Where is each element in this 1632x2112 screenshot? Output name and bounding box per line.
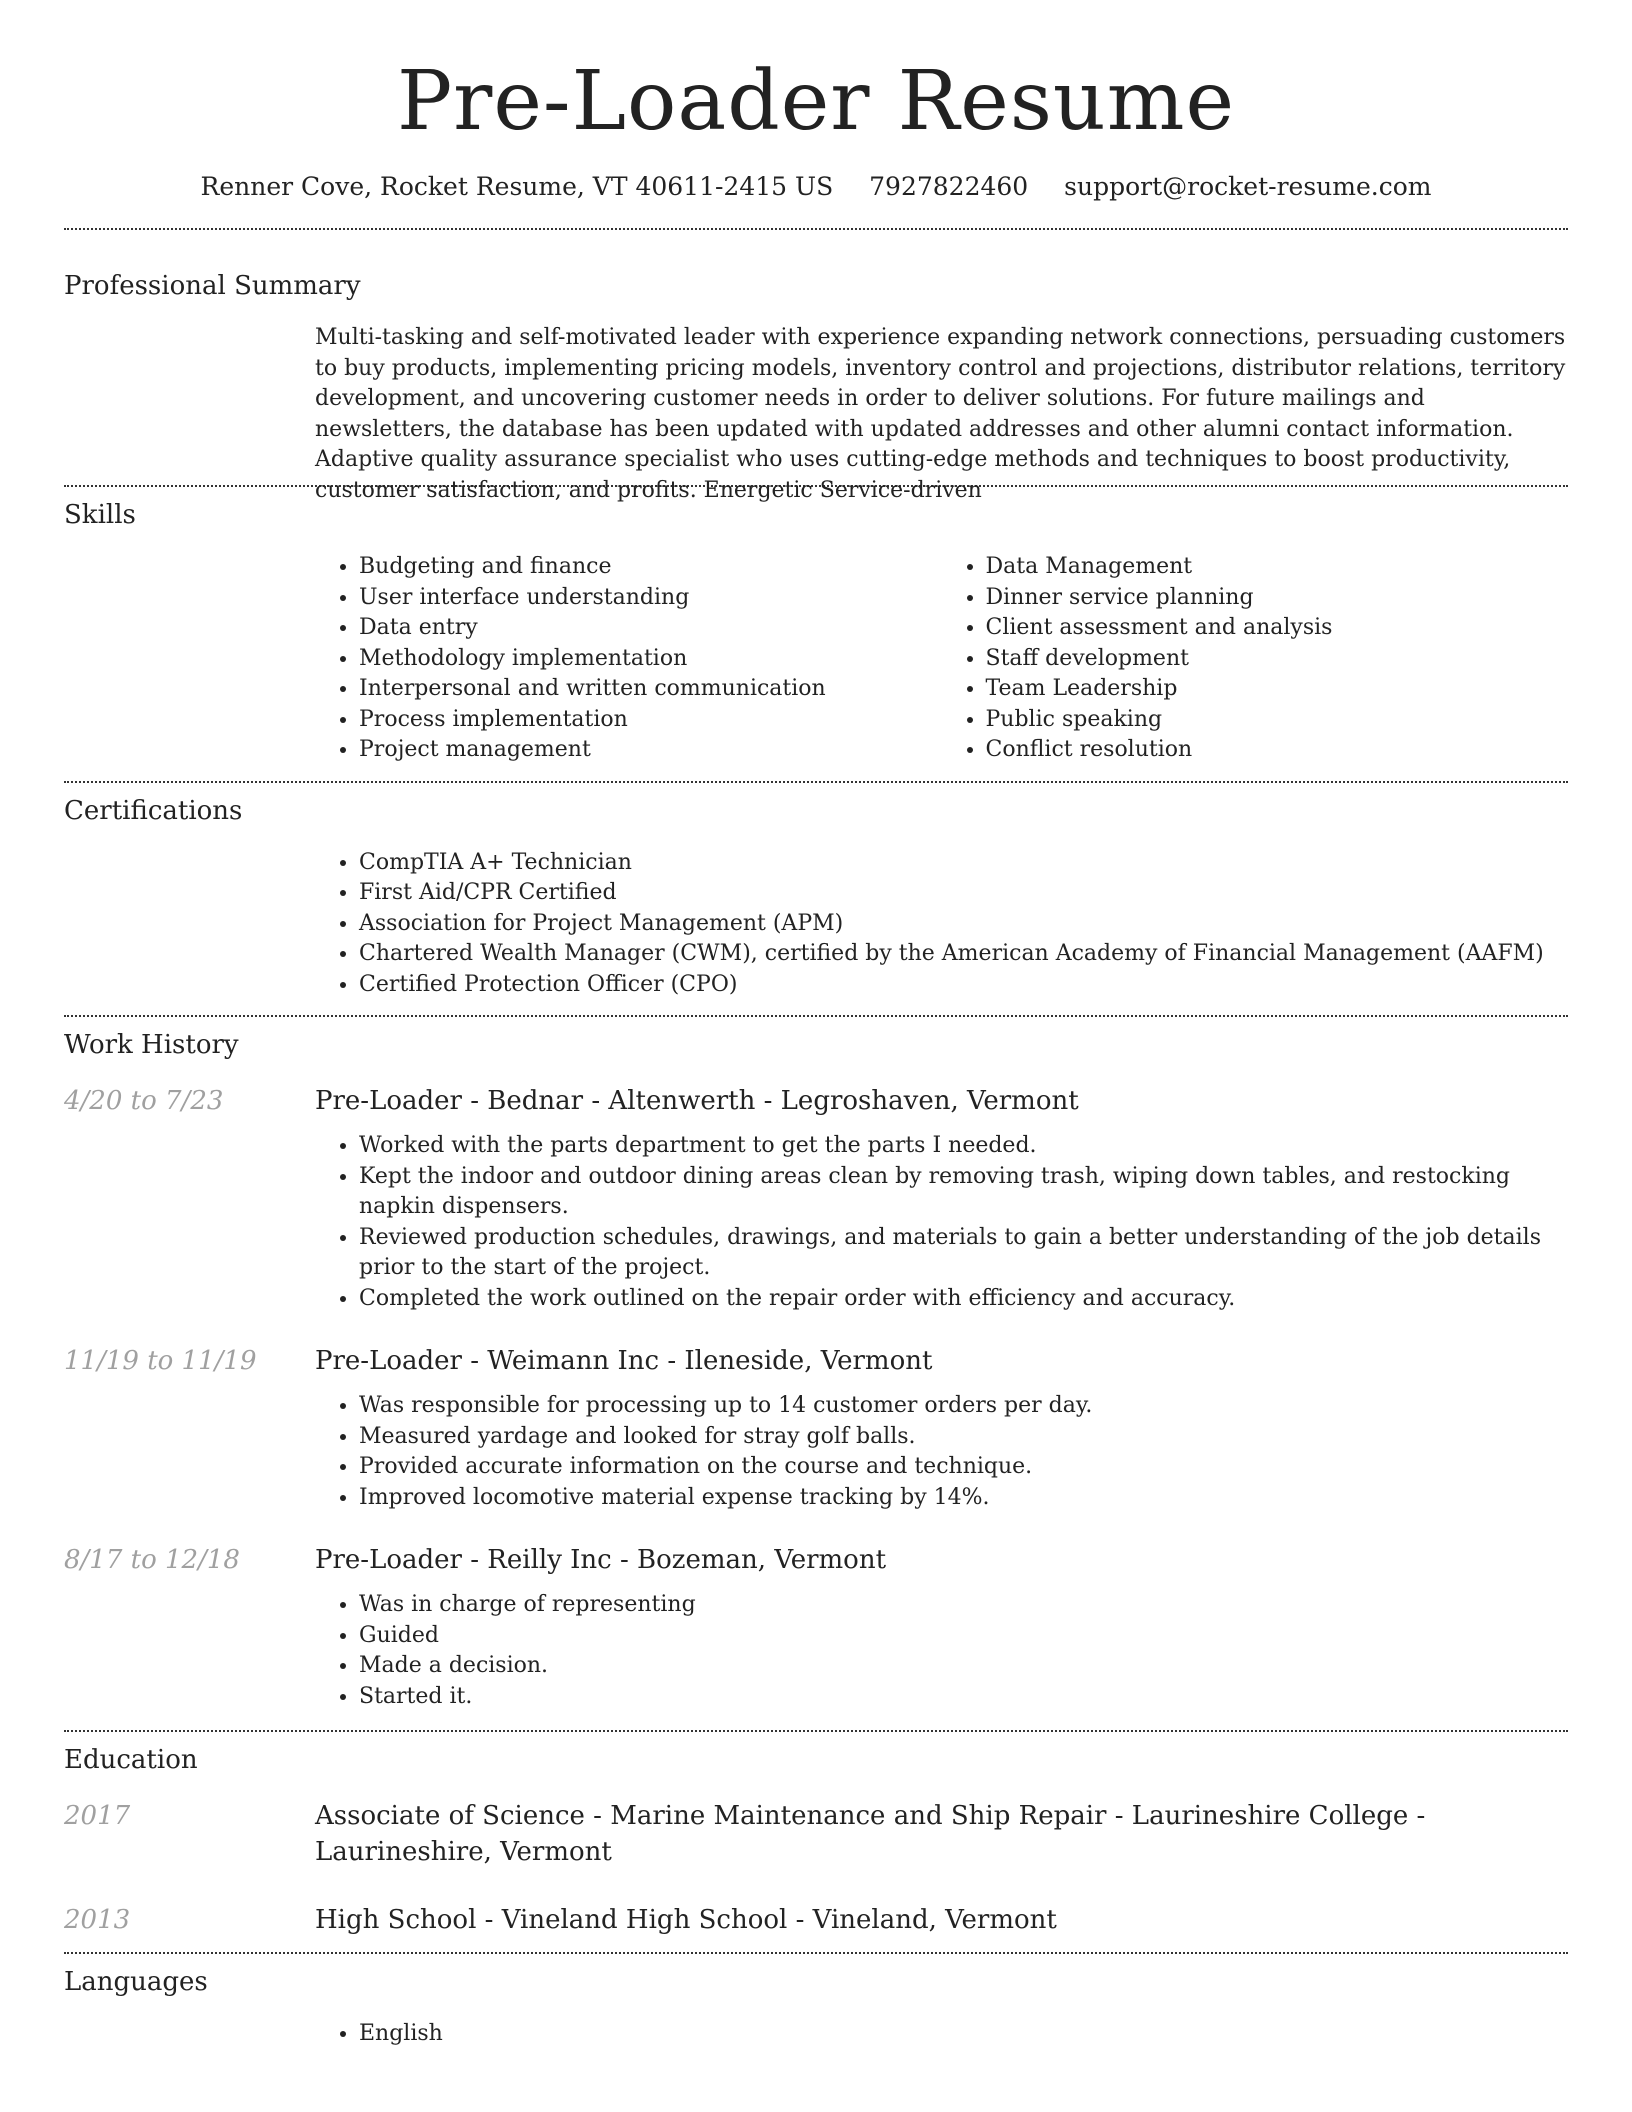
- certification-item: • First Aid/CPR Certified: [359, 878, 1568, 909]
- job-entry: [64, 1083, 1568, 1314]
- job-bullet: • Provided accurate information on the course and technique.: [359, 1452, 1568, 1483]
- certifications-heading: Certifications: [64, 795, 243, 826]
- job-bullet: • Was in charge of representing: [359, 1590, 1568, 1621]
- skill-item: • Data Management: [986, 552, 1569, 583]
- job-bullets: [315, 1391, 1568, 1513]
- certifications-list: [315, 848, 1568, 1001]
- skill-item: • User interface understanding: [359, 583, 942, 614]
- job-entry: [64, 1542, 1568, 1712]
- job-details: [315, 1391, 1568, 1513]
- skill-item: • Client assessment and analysis: [986, 613, 1569, 644]
- job-details: [315, 1131, 1568, 1314]
- education-entry: [64, 1902, 1568, 1938]
- skill-item: • Interpersonal and written communication: [359, 674, 942, 705]
- languages-content: [315, 2019, 1568, 2050]
- certification-item: • Chartered Wealth Manager (CWM), certified by the American Academy of Financial Management (AAFM): [359, 939, 1568, 970]
- job-bullets: [315, 1590, 1568, 1712]
- job-title: Pre-Loader - Reilly Inc - Bozeman, Vermont: [315, 1545, 887, 1575]
- skills-section: [64, 499, 1568, 766]
- skill-item: • Data entry: [359, 613, 942, 644]
- section-divider: [64, 781, 1568, 783]
- job-title: Pre-Loader - Bednar - Altenwerth - Legroshaven, Vermont: [315, 1086, 1079, 1116]
- skill-item: • Dinner service planning: [986, 583, 1569, 614]
- certification-item: • Certified Protection Officer (CPO): [359, 970, 1568, 1001]
- certification-item: • Association for Project Management (APM): [359, 909, 1568, 940]
- education-date: 2013: [64, 1905, 131, 1935]
- job-details: [315, 1590, 1568, 1712]
- section-divider: [64, 1730, 1568, 1732]
- summary-heading: Professional Summary: [64, 271, 361, 301]
- education-date: 2017: [64, 1801, 131, 1831]
- job-bullets: [315, 1131, 1568, 1314]
- languages-heading: Languages: [64, 1967, 208, 1997]
- summary-section: [64, 270, 1568, 503]
- skills-list: [315, 552, 1568, 766]
- job-title: Pre-Loader - Weimann Inc - Ileneside, Vermont: [315, 1346, 933, 1376]
- skill-item: • Process implementation: [359, 705, 942, 736]
- skill-item: • Methodology implementation: [359, 644, 942, 675]
- job-date: 4/20 to 7/23: [64, 1086, 224, 1116]
- job-bullet: • Measured yardage and looked for stray golf balls.: [359, 1422, 1568, 1453]
- job-bullet: • Worked with the parts department to get the parts I needed.: [359, 1131, 1568, 1162]
- education-title: Associate of Science - Marine Maintenance and Ship Repair - Laurineshire College - Laurineshire, Vermont: [315, 1801, 1426, 1867]
- work-history-section: [64, 1029, 1568, 1712]
- job-date: 11/19 to 11/19: [64, 1346, 257, 1376]
- job-bullet: • Started it.: [359, 1682, 1568, 1713]
- education-heading: Education: [64, 1745, 198, 1775]
- job-bullet: • Guided: [359, 1621, 1568, 1652]
- certifications-content: [315, 848, 1568, 1001]
- job-bullet: • Completed the work outlined on the repair order with efficiency and accuracy.: [359, 1284, 1568, 1315]
- job-bullet: • Was responsible for processing up to 14 customer orders per day.: [359, 1391, 1568, 1422]
- job-date: 8/17 to 12/18: [64, 1545, 240, 1575]
- contact-email: support@rocket-resume.com: [1064, 172, 1432, 201]
- languages-list: [315, 2019, 1568, 2050]
- resume-page: [64, 0, 1568, 2050]
- contact-line: [64, 172, 1568, 202]
- job-bullet: • Reviewed production schedules, drawings, and materials to gain a better understanding of the job details prior to the start of the project.: [359, 1223, 1568, 1284]
- skill-item: • Conflict resolution: [986, 735, 1569, 766]
- section-divider: [64, 1952, 1568, 1954]
- job-bullet: • Improved locomotive material expense tracking by 14%.: [359, 1483, 1568, 1514]
- skills-column-left: [315, 552, 942, 766]
- job-entry: [64, 1343, 1568, 1513]
- job-bullet: • Made a decision.: [359, 1651, 1568, 1682]
- skill-item: • Staff development: [986, 644, 1569, 675]
- work-history-heading: Work History: [64, 1030, 239, 1060]
- language-item: • English: [359, 2019, 1568, 2050]
- skills-heading: Skills: [64, 500, 136, 530]
- contact-phone: 7927822460: [869, 172, 1029, 201]
- skill-item: • Project management: [359, 735, 942, 766]
- languages-section: [64, 1966, 1568, 2050]
- section-divider: [64, 228, 1568, 230]
- skill-item: • Public speaking: [986, 705, 1569, 736]
- contact-address: Renner Cove, Rocket Resume, VT 40611-2415 US: [200, 172, 834, 201]
- education-title: High School - Vineland High School - Vineland, Vermont: [315, 1905, 1057, 1935]
- certification-item: • CompTIA A+ Technician: [359, 848, 1568, 879]
- summary-text: Multi-tasking and self-motivated leader with experience expanding network connections, persuading customers to buy products, implementing pricing models, inventory control and projections, distributor relations, territory development, and uncovering customer needs in order to deliver solutions. For future mailings and newsletters, the database has been updated with updated addresses and other alumni contact information. Adaptive quality assurance specialist who uses cutting-edge methods and techniques to boost productivity, customer satisfaction, and profits. Energetic Service-driven: [315, 325, 1566, 503]
- resume-title: Pre-Loader Resume: [396, 54, 1236, 149]
- skills-column-right: [942, 552, 1569, 766]
- education-section: [64, 1744, 1568, 1938]
- education-entry: [64, 1798, 1568, 1870]
- skill-item: • Budgeting and finance: [359, 552, 942, 583]
- skill-item: • Team Leadership: [986, 674, 1569, 705]
- section-divider: [64, 1015, 1568, 1017]
- job-bullet: • Kept the indoor and outdoor dining areas clean by removing trash, wiping down tables, and restocking napkin dispensers.: [359, 1162, 1568, 1223]
- certifications-section: [64, 795, 1568, 1001]
